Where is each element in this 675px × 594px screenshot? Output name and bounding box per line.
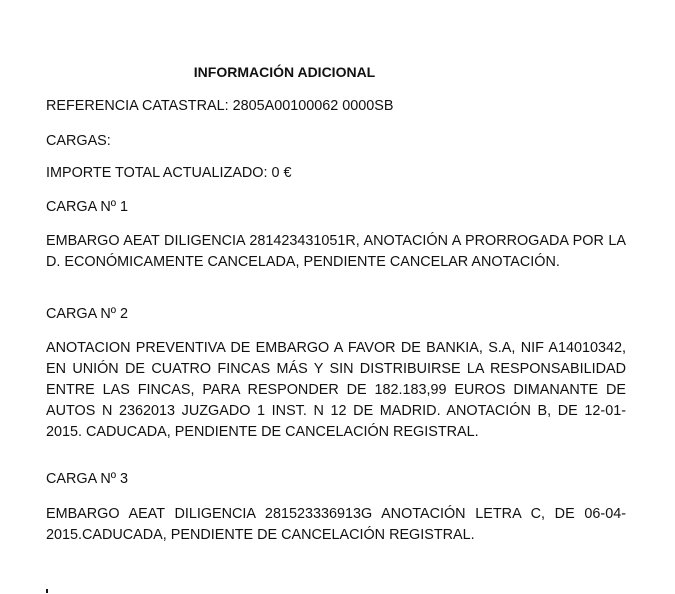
cargas-label: CARGAS: (46, 133, 111, 149)
carga-1-heading: CARGA Nº 1 (46, 199, 129, 215)
importe-total: IMPORTE TOTAL ACTUALIZADO: 0 € (46, 165, 292, 181)
carga-3-heading: CARGA Nº 3 (46, 471, 129, 487)
carga-2-heading: CARGA Nº 2 (46, 306, 129, 322)
carga-2-text: ANOTACION PREVENTIVA DE EMBARGO A FAVOR DE BANKIA, S.A, NIF A14010342, EN UNIÓN DE CUATRO FINCAS MÁS Y SIN DISTRIBUIRSE LA RESPONSABILIDAD ENTRE LAS FINCAS, PARA RESPONDER DE 182.183,99 EUROS DIMANANTE DE AUTOS N 2362013 JUZGADO 1 INST. N 12 DE MADRID. ANOTACIÓN B, DE 12-01-2015. CADUCADA, PENDIENTE DE CANCELACIÓN REGISTRAL. (46, 340, 626, 440)
document-title: INFORMACIÓN ADICIONAL (193, 64, 376, 80)
carga-3-text: EMBARGO AEAT DILIGENCIA 281523336913G ANOTACIÓN LETRA C, DE 06-04-2015.CADUCADA, PENDIENTE DE CANCELACIÓN REGISTRAL. (46, 506, 626, 543)
referencia-catastral: REFERENCIA CATASTRAL: 2805A00100062 0000SB (46, 98, 394, 114)
page-mark (46, 589, 48, 593)
carga-1-text: EMBARGO AEAT DILIGENCIA 281423431051R, ANOTACIÓN A PRORROGADA POR LA D. ECONÓMICAMENTE CANCELADA, PENDIENTE CANCELAR ANOTACIÓN. (46, 233, 626, 270)
